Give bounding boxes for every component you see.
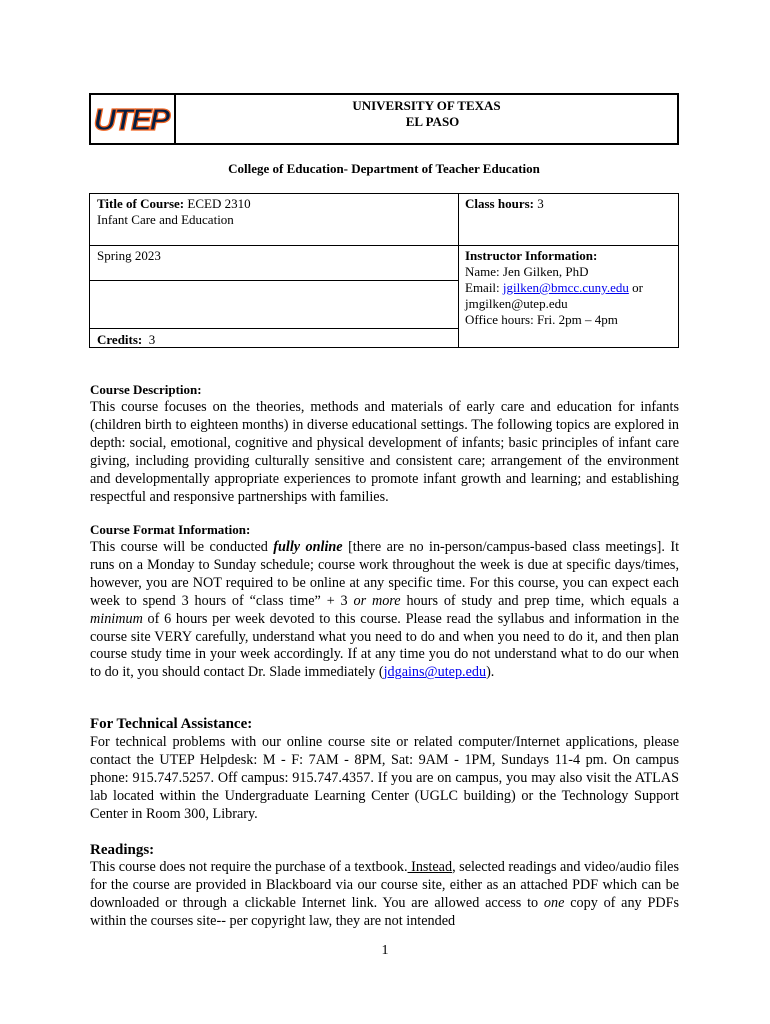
readings-text-2: , selected readings and video/audio files for the course are provided in Blackboard via our course site, either as an attached PDF which can be downloaded or through a clickable Internet link. You are allowed access to — [90, 859, 680, 911]
readings-text-3: copy of any PDFs within the courses site-- per copyright law, they are not intended — [90, 894, 679, 929]
svg-text:UTEP: UTEP — [93, 102, 169, 137]
email-primary-link[interactable]: jgilken@bmcc.cuny.edu — [502, 280, 629, 295]
email-secondary: jmgilken@utep.edu — [465, 296, 568, 311]
table-divider-left-3 — [90, 328, 458, 329]
credits-label: Credits: — [97, 332, 143, 347]
course-name: Infant Care and Education — [97, 212, 234, 227]
class-hours-value: 3 — [537, 196, 544, 211]
course-title-label: Title of Course: — [97, 196, 185, 211]
instructor-label: Instructor Information: — [465, 248, 598, 263]
course-title-value: ECED 2310 — [187, 196, 251, 211]
instructor-email-line — [465, 280, 671, 296]
or-more-emphasis: or more — [353, 592, 401, 609]
course-format-heading: Course Format Information: — [90, 522, 251, 537]
readings-text — [90, 859, 679, 931]
course-title-cell — [90, 194, 458, 230]
contact-email-link[interactable]: jdgains@utep.edu — [383, 664, 487, 681]
course-info-table — [89, 193, 679, 348]
course-format-text-5: ). — [486, 664, 495, 681]
course-format-text-4: of 6 hours per week devoted to this course. Please read the syllabus and information in the course site VERY carefully, understand what you need to do and when you need to do it, and then plan course study time in your week accordingly. If at any time you do not understand what to do our when to do it, you should contact Dr. Slade immediately ( — [90, 610, 679, 681]
class-hours-label: Class hours: — [465, 196, 534, 211]
utep-logo — [91, 95, 172, 141]
technical-text: For technical problems with our online course site or related computer/Internet applications, please contact the UTEP Helpdesk: M - F: 7AM - 8PM, Sat: 9AM - 1PM, Sundays 11-4 pm. On campus phone: 915.747.5257. Off campus: 915.747.4357. If you are on campus, you may also visit the ATLAS lab located within the Undergraduate Learning Center (UGLC building) or the Technology Support Center in Room 300, Library. — [90, 734, 679, 822]
header-box — [89, 93, 679, 145]
office-hours: Office hours: Fri. 2pm – 4pm — [465, 312, 618, 327]
course-format-text-1: This course will be conducted — [90, 539, 274, 555]
university-line2: EL PASO — [405, 114, 460, 129]
course-format-text-3: hours of study and prep time, which equals a — [400, 592, 679, 609]
readings-heading: Readings: — [90, 842, 155, 858]
course-format-text — [90, 539, 679, 682]
readings-text-1: This course does not require the purchase of a textbook. — [90, 859, 408, 875]
logo-cell — [91, 95, 176, 143]
course-description-text: This course focuses on the theories, methods and materials of early care and education for infants (children birth to eighteen months) in diverse educational settings. The following topics are explored in depth: social, emotional, cognitive and physical development of infants; basic principles of infant care giving, including providing culturally sensitive and consistent care; arrangement of the environment and developmentally appropriate experiences to promote infant growth and learning; and establishing respectful and responsive partnerships with families. — [90, 399, 679, 505]
page-number: 1 — [381, 943, 389, 958]
university-name — [176, 98, 677, 130]
table-divider-left-2 — [90, 280, 458, 281]
minimum-emphasis: minimum — [90, 610, 143, 627]
technical-heading: For Technical Assistance: — [90, 716, 253, 732]
instructor-name: Name: Jen Gilken, PhD — [465, 264, 589, 279]
instructor-cell — [458, 246, 678, 330]
term: Spring 2023 — [97, 248, 161, 263]
credits-cell — [90, 330, 458, 350]
credits-value: 3 — [148, 332, 156, 347]
email-label: Email: — [465, 280, 500, 295]
email-or: or — [632, 280, 643, 295]
one-emphasis: one — [543, 894, 565, 911]
class-hours-cell — [458, 194, 678, 214]
university-line1: UNIVERSITY OF TEXAS — [352, 98, 501, 113]
college-heading: College of Education- Department of Teacher Education — [228, 161, 540, 176]
course-format-text-2: [there are no in-person/campus-based class meetings]. It runs on a Monday to Sunday schedule; course work throughout the week is due at specific days/times, however, you are NOT required to be online at any specific time. For this course, you can expect each week to spend 3 hours of “class time” + 3 — [90, 539, 680, 609]
fully-online-emphasis: fully online — [273, 539, 343, 555]
readings-instead: Instead — [407, 859, 453, 875]
course-description-heading: Course Description: — [90, 382, 202, 397]
term-cell — [90, 246, 458, 266]
